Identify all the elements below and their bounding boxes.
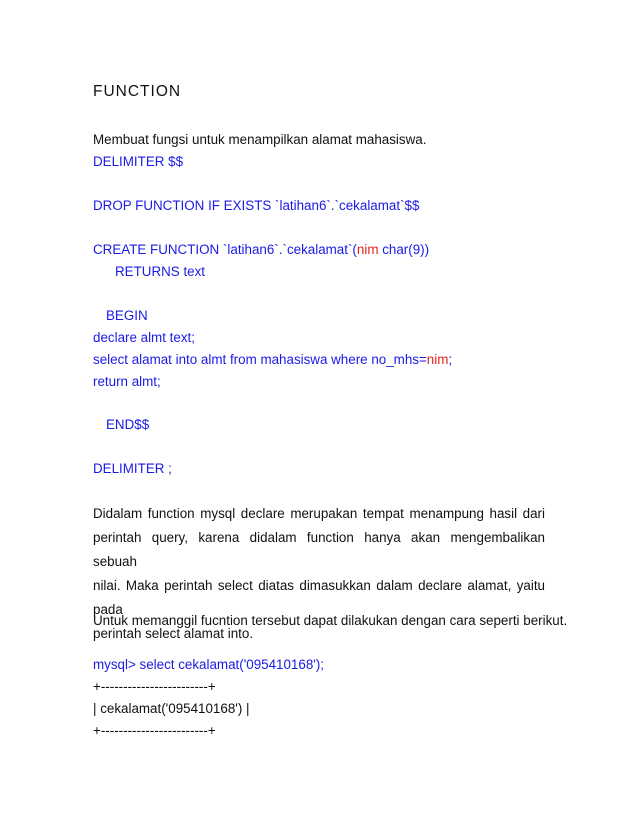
code-create-pre: CREATE FUNCTION `latihan6`.`cekalamat`( [93, 242, 357, 257]
explanation-line: nilai. Maka perintah select diatas dimasukkan dalam declare alamat, yaitu pada [93, 578, 545, 617]
section-heading: FUNCTION [93, 83, 182, 100]
explanation-line: Didalam function mysql declare merupakan tempat menampung hasil dari [93, 506, 545, 521]
result-header: | cekalamat('095410168') | [93, 701, 250, 716]
call-intro-text: Untuk memanggil fucntion tersebut dapat dilakukan dengan cara seperti berikut. [93, 613, 568, 628]
result-border-bottom: +------------------------+ [93, 723, 216, 738]
result-border-top: +------------------------+ [93, 679, 216, 694]
code-select-post: ; [448, 352, 453, 367]
code-delimiter-end: DELIMITER ; [93, 461, 172, 476]
call-query: mysql> select cekalamat('095410168'); [93, 657, 325, 672]
code-delimiter-start: DELIMITER $$ [93, 154, 184, 169]
code-create-param: nim [356, 242, 379, 257]
code-declare: declare almt text; [93, 330, 195, 345]
code-begin: BEGIN [106, 308, 148, 323]
code-end: END$$ [106, 417, 150, 432]
code-create-function [93, 241, 429, 259]
code-returns: RETURNS text [115, 264, 206, 279]
code-select-pre: select alamat into almt from mahasiswa where no_mhs= [93, 352, 427, 367]
intro-text: Membuat fungsi untuk menampilkan alamat mahasiswa. [93, 132, 427, 147]
code-select [93, 351, 452, 369]
code-create-post: char(9)) [378, 242, 430, 257]
code-return: return almt; [93, 374, 161, 389]
explanation-line: perintah select alamat into. [93, 626, 254, 641]
code-drop-function: DROP FUNCTION IF EXISTS `latihan6`.`cekalamat`$$ [93, 198, 420, 213]
code-select-param: nim [426, 352, 449, 367]
explanation-line: perintah query, karena didalam function hanya akan mengembalikan sebuah [93, 530, 545, 569]
